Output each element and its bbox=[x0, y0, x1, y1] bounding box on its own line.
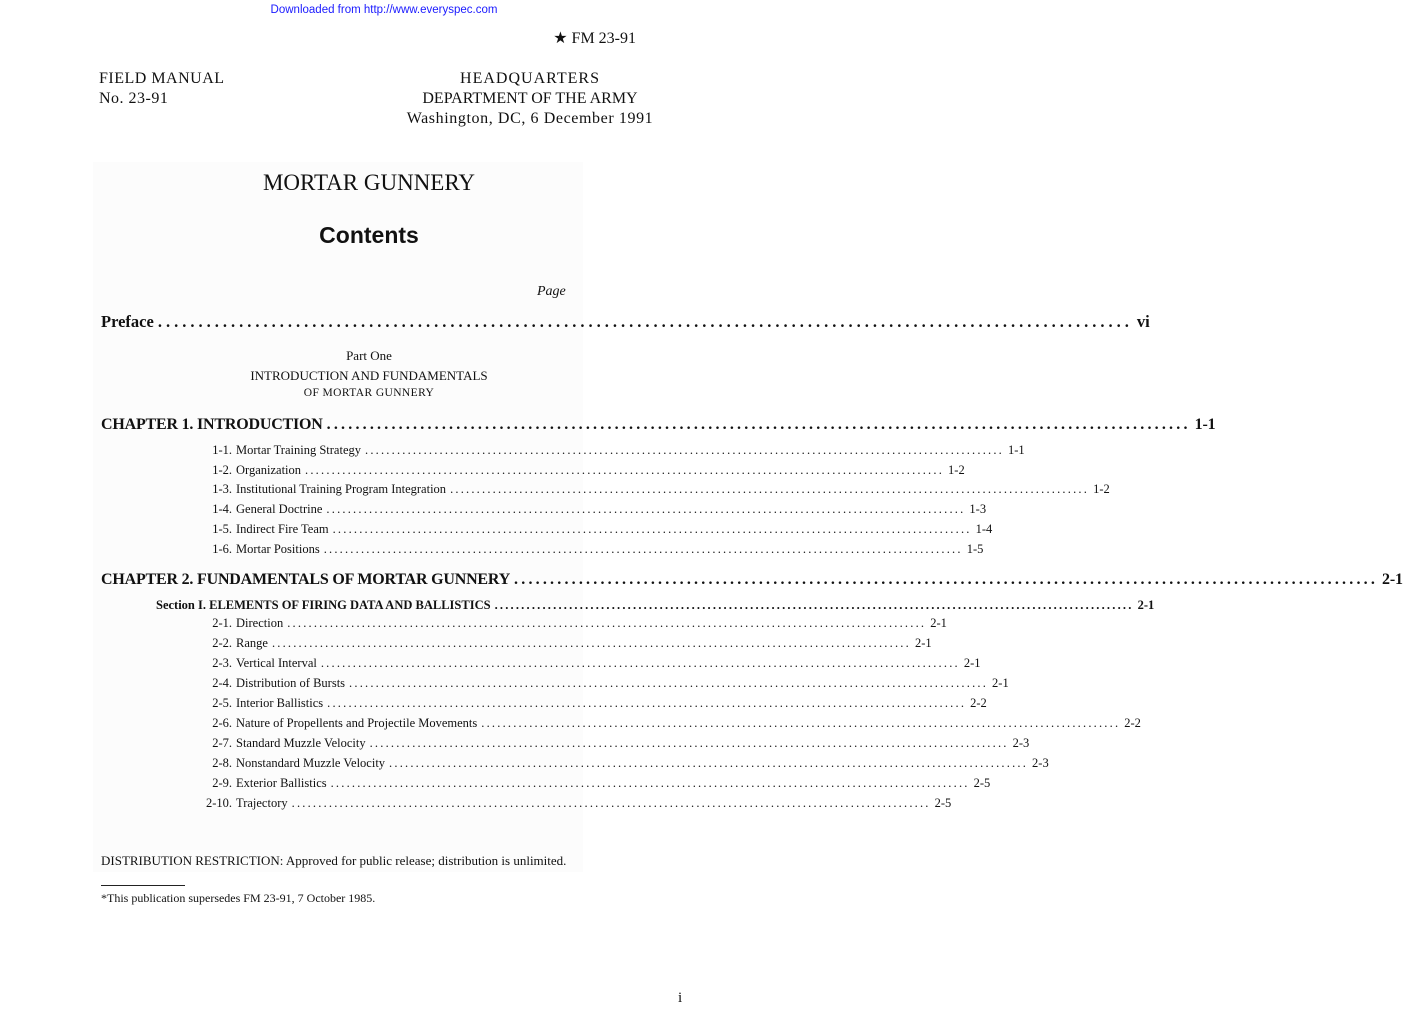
toc-entry-row[interactable] bbox=[200, 736, 1030, 751]
part-title-line1: INTRODUCTION AND FUNDAMENTALS bbox=[250, 368, 488, 383]
leader-dots: ........................................................................................................................ bbox=[271, 636, 911, 650]
toc-entry-label bbox=[200, 616, 283, 631]
toc-preface-label: Preface bbox=[101, 312, 154, 331]
toc-entry-title: Range bbox=[236, 636, 268, 650]
toc-preface-row[interactable] bbox=[101, 312, 1150, 332]
manual-designator: ★ FM 23-91 bbox=[553, 30, 636, 47]
toc-entry-label bbox=[200, 736, 366, 751]
manual-identification bbox=[99, 69, 225, 109]
toc-entry-title: Vertical Interval bbox=[236, 656, 317, 670]
toc-entry-title: Direction bbox=[236, 616, 284, 630]
leader-dots: ........................................................................................................................ bbox=[305, 462, 945, 477]
toc-entry-title: Trajectory bbox=[236, 796, 288, 810]
page-title: MORTAR GUNNERY bbox=[262, 170, 476, 195]
headquarters-line: HEADQUARTERS bbox=[460, 70, 600, 87]
toc-entry-label bbox=[200, 542, 320, 557]
toc-entry-row[interactable] bbox=[200, 502, 987, 517]
toc-entry-label bbox=[200, 676, 345, 691]
toc-entry-title: Organization bbox=[236, 462, 302, 477]
toc-entry-page: 2-1 bbox=[992, 676, 1009, 690]
toc-preface-page: vi bbox=[1136, 312, 1150, 331]
toc-entry-title: Interior Ballistics bbox=[236, 696, 324, 710]
toc-chapter-page: 1-1 bbox=[1194, 416, 1216, 433]
toc-chapter-label: CHAPTER 2. FUNDAMENTALS OF MORTAR GUNNERY bbox=[101, 571, 511, 588]
footnote-divider bbox=[101, 885, 185, 886]
leader-dots: ........................................................................................................................ bbox=[514, 571, 1379, 588]
toc-entry-title: Nonstandard Muzzle Velocity bbox=[236, 756, 386, 770]
toc-entry-number: 1-4. bbox=[212, 502, 232, 517]
toc-entry-title: Mortar Training Strategy bbox=[236, 443, 361, 457]
leader-dots: ........................................................................................................................ bbox=[326, 502, 966, 517]
toc-entry-row[interactable] bbox=[200, 443, 1025, 458]
contents-heading: Contents bbox=[319, 222, 419, 248]
toc-chapter-page: 2-1 bbox=[1382, 571, 1403, 588]
leader-dots: ........................................................................................................................ bbox=[481, 716, 1121, 730]
toc-entry-label bbox=[200, 696, 323, 711]
leader-dots: ........................................................................................................................ bbox=[157, 312, 1133, 331]
toc-entry-number: 2-7. bbox=[212, 736, 232, 750]
toc-entry-label bbox=[200, 756, 385, 771]
toc-entry-row[interactable] bbox=[200, 656, 981, 671]
toc-entry-label bbox=[200, 716, 477, 731]
toc-chapter-label: CHAPTER 1. INTRODUCTION bbox=[101, 416, 323, 433]
toc-entry-number: 1-1. bbox=[212, 443, 232, 457]
toc-entry-page: 2-3 bbox=[1032, 756, 1049, 770]
leader-dots: ........................................................................................................................ bbox=[330, 776, 970, 790]
toc-entry-row[interactable] bbox=[200, 676, 1009, 691]
toc-entry-row[interactable] bbox=[200, 521, 993, 537]
leader-dots: ........................................................................................................................ bbox=[349, 676, 989, 690]
toc-entry-row[interactable] bbox=[200, 636, 932, 651]
toc-entry-number: 2-8. bbox=[212, 756, 232, 770]
part-number: Part One bbox=[346, 348, 392, 363]
toc-entry-title: Institutional Training Program Integration bbox=[236, 482, 447, 497]
toc-section-row[interactable] bbox=[156, 598, 1155, 613]
toc-entry-label bbox=[200, 502, 322, 517]
toc-entry-title: General Doctrine bbox=[236, 502, 323, 517]
toc-entry-number: 2-3. bbox=[212, 656, 232, 670]
leader-dots: ........................................................................................................................ bbox=[327, 696, 967, 710]
department-line: DEPARTMENT OF THE ARMY bbox=[422, 90, 638, 107]
toc-entry-label bbox=[200, 482, 446, 497]
toc-entry-number: 1-3. bbox=[212, 482, 232, 497]
page-number: i bbox=[678, 990, 683, 1006]
toc-section-label: Section I. ELEMENTS OF FIRING DATA AND BALLISTICS bbox=[156, 598, 491, 612]
toc-entry-row[interactable] bbox=[200, 462, 965, 478]
toc-entry-row[interactable] bbox=[200, 756, 1049, 771]
field-manual-label: FIELD MANUAL bbox=[99, 70, 225, 87]
toc-chapter-2-row[interactable] bbox=[101, 571, 1403, 589]
toc-entry-label bbox=[200, 636, 268, 651]
toc-entry-label bbox=[200, 776, 327, 791]
toc-entry-number: 2-1. bbox=[212, 616, 232, 630]
toc-entry-title: Distribution of Bursts bbox=[236, 676, 346, 690]
toc-entry-number: 2-10. bbox=[205, 796, 232, 810]
toc-entry-number: 1-6. bbox=[212, 541, 232, 556]
toc-entry-page: 2-5 bbox=[934, 796, 952, 810]
toc-entry-page: 2-2 bbox=[1124, 716, 1141, 730]
leader-dots: ........................................................................................................................ bbox=[291, 796, 931, 810]
toc-entry-number: 2-6. bbox=[212, 716, 232, 730]
toc-entry-title: Nature of Propellents and Projectile Movements bbox=[236, 716, 478, 730]
issuing-authority bbox=[380, 69, 680, 129]
toc-entry-page: 2-3 bbox=[1012, 736, 1030, 750]
leader-dots: ........................................................................................................................ bbox=[332, 521, 972, 536]
page-column-label: Page bbox=[537, 284, 566, 299]
leader-dots: ........................................................................................................................ bbox=[323, 541, 963, 556]
toc-chapter-1-row[interactable] bbox=[101, 416, 1216, 434]
toc-entry-number: 2-4. bbox=[212, 676, 232, 690]
toc-entry-row[interactable] bbox=[200, 482, 1110, 497]
toc-entry-page: 1-4 bbox=[975, 521, 993, 536]
toc-entry-label bbox=[200, 522, 329, 537]
leader-dots: ........................................................................................................................ bbox=[450, 482, 1090, 497]
toc-entry-title: Mortar Positions bbox=[236, 541, 320, 556]
toc-entry-row[interactable] bbox=[200, 696, 987, 711]
toc-entry-label bbox=[200, 656, 317, 671]
toc-entry-page: 2-1 bbox=[963, 656, 981, 670]
distribution-restriction: DISTRIBUTION RESTRICTION: Approved for public release; distribution is unlimited. bbox=[101, 853, 567, 868]
toc-entry-label bbox=[200, 443, 361, 458]
toc-entry-page: 2-1 bbox=[914, 636, 932, 650]
toc-entry-row[interactable] bbox=[200, 716, 1141, 731]
leader-dots: ........................................................................................................................ bbox=[320, 656, 960, 670]
part-title-line2: OF MORTAR GUNNERY bbox=[303, 387, 435, 399]
toc-entry-title: Exterior Ballistics bbox=[236, 776, 327, 790]
leader-dots: ........................................................................................................................ bbox=[287, 616, 927, 630]
toc-entry-number: 1-5. bbox=[212, 521, 232, 536]
toc-entry-title: Standard Muzzle Velocity bbox=[236, 736, 366, 750]
toc-entry-number: 2-9. bbox=[212, 776, 232, 790]
toc-entry-page: 1-2 bbox=[1093, 482, 1110, 497]
toc-entry-number: 1-2. bbox=[212, 462, 232, 477]
toc-entry-number: 2-5. bbox=[212, 696, 232, 710]
toc-entry-page: 2-2 bbox=[970, 696, 987, 710]
toc-entry-row[interactable] bbox=[200, 541, 984, 557]
toc-entry-row[interactable] bbox=[200, 796, 952, 811]
toc-entry-row[interactable] bbox=[200, 616, 947, 631]
leader-dots: ........................................................................................................................ bbox=[369, 736, 1009, 750]
toc-entry-row[interactable] bbox=[200, 776, 991, 791]
date-line: Washington, DC, 6 December 1991 bbox=[406, 110, 654, 127]
toc-entry-label bbox=[200, 796, 288, 811]
leader-dots: ........................................................................................................................ bbox=[389, 756, 1029, 770]
toc-entry-page: 1-1 bbox=[1008, 443, 1025, 457]
manual-number: No. 23-91 bbox=[99, 90, 169, 107]
leader-dots: ........................................................................................................................ bbox=[365, 443, 1004, 457]
toc-entry-page: 1-5 bbox=[966, 541, 984, 556]
toc-section-page: 2-1 bbox=[1137, 598, 1155, 612]
toc-entry-page: 1-3 bbox=[969, 502, 987, 517]
toc-entry-page: 2-1 bbox=[930, 616, 947, 630]
leader-dots: ........................................................................................................................ bbox=[494, 598, 1134, 612]
toc-entry-label bbox=[200, 463, 301, 478]
leader-dots: ........................................................................................................................ bbox=[326, 416, 1191, 433]
supersession-footnote: *This publication supersedes FM 23-91, 7 October 1985. bbox=[101, 891, 376, 905]
toc-entry-page: 1-2 bbox=[948, 462, 965, 477]
download-banner-link[interactable]: Downloaded from http://www.everyspec.com bbox=[270, 4, 498, 16]
toc-entry-page: 2-5 bbox=[973, 776, 991, 790]
toc-entry-number: 2-2. bbox=[212, 636, 232, 650]
toc-entry-title: Indirect Fire Team bbox=[236, 521, 329, 536]
